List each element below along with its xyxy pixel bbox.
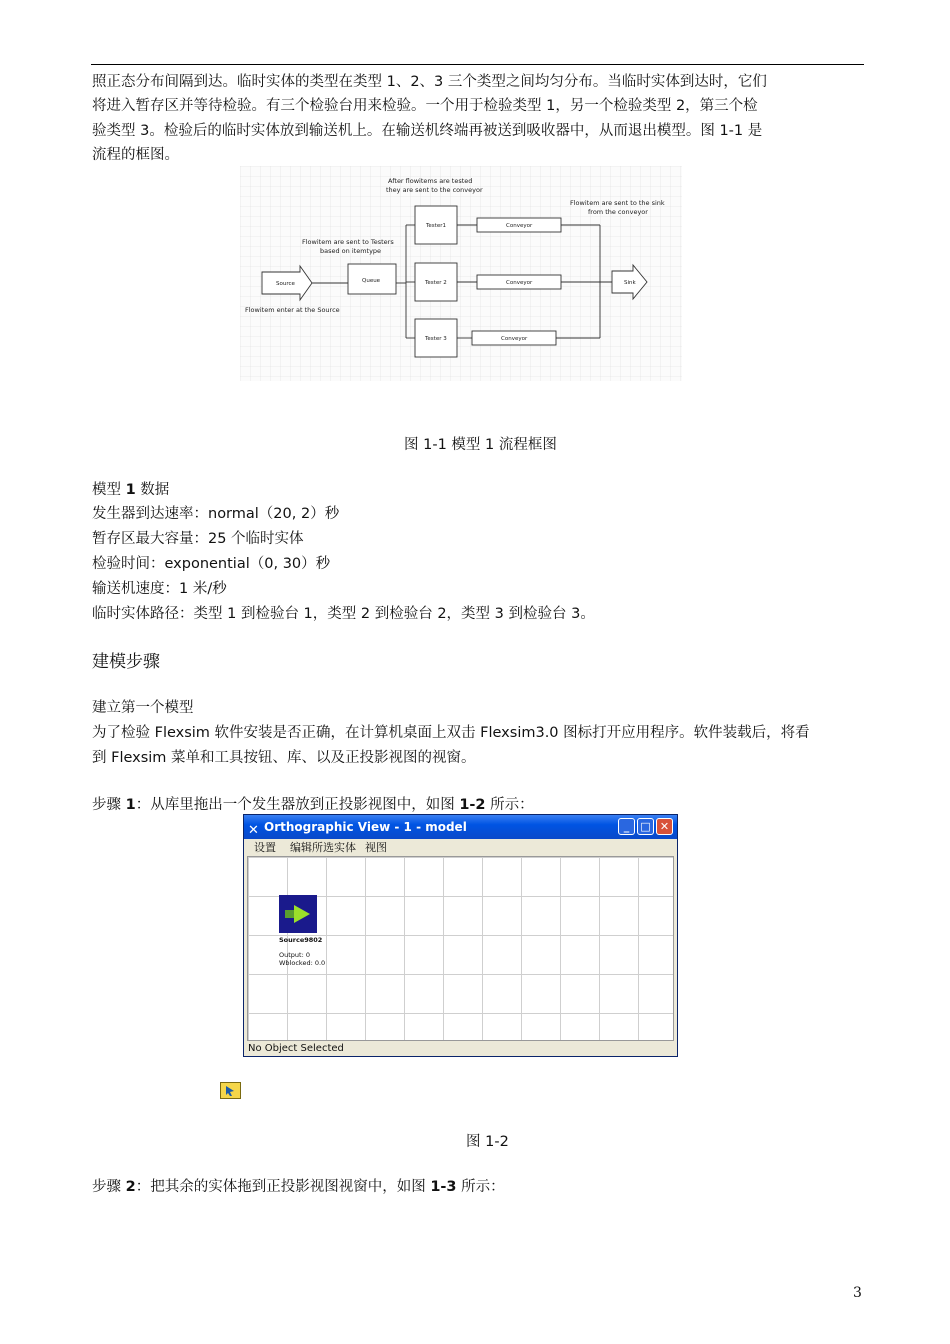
subheading: 建立第一个模型 (92, 700, 194, 716)
data-line-capacity: 暂存区最大容量：25 个临时实体 (92, 531, 304, 547)
source-object-stats (279, 951, 325, 967)
data-heading-num: 1 (125, 482, 136, 498)
window-menubar (244, 839, 677, 856)
menu-settings[interactable]: 设置 (254, 841, 276, 854)
step-2-suffix: 所示： (456, 1179, 505, 1195)
step-1-prefix: 步骤 (92, 797, 126, 813)
menu-edit-selected[interactable]: 编辑所选实体 (290, 841, 356, 854)
note-tested-1: After flowitems are tested (388, 177, 473, 185)
source-object[interactable] (279, 895, 317, 933)
step-2-num: 2 (125, 1179, 136, 1195)
note-source: Flowitem enter at the Source (245, 306, 340, 314)
tool-icon (220, 1082, 241, 1099)
fig2-caption: 图 1-2 (466, 1134, 509, 1150)
sink-label: Sink (624, 280, 636, 286)
step-2 (92, 1176, 505, 1198)
header-rule (91, 64, 864, 65)
step-1 (92, 794, 534, 816)
data-heading (92, 479, 169, 501)
close-button[interactable]: ✕ (656, 818, 673, 835)
source-label: Source (276, 281, 295, 287)
intro-line-3: 验类型 3。检验后的临时实体放到输送机上。在输送机终端再被送到吸收器中，从而退出模型。图 1-1 是 (92, 123, 763, 139)
data-heading-prefix: 模型 (92, 482, 126, 498)
conveyor-2-label: Conveyor (506, 280, 533, 286)
tester-3-label: Tester 3 (425, 336, 447, 342)
body-line-2: 到 Flexsim 菜单和工具按钮、库、以及正投影视图的视窗。 (92, 750, 476, 766)
step-1-text: ：从库里拖出一个发生器放到正投影视图中，如图 (135, 797, 460, 813)
tester-1-label: Tester1 (426, 223, 446, 229)
data-line-test-time: 检验时间：exponential（0, 30）秒 (92, 556, 331, 572)
note-testers-1: Flowitem are sent to Testers (302, 238, 394, 246)
intro-line-2: 将进入暂存区并等待检验。有三个检验台用来检验。一个用于检验类型 1，另一个检验类型 2，第三个检 (92, 98, 758, 114)
data-line-routing: 临时实体路径：类型 1 到检验台 1，类型 2 到检验台 2，类型 3 到检验台 3。 (92, 606, 595, 622)
step-2-text: ：把其余的实体拖到正投影视图视窗中，如图 (135, 1179, 431, 1195)
orthographic-view-window (243, 814, 678, 1057)
page-number: 3 (853, 1285, 862, 1301)
status-text: No Object Selected (248, 1043, 344, 1054)
window-statusbar (244, 1041, 677, 1056)
data-line-arrival: 发生器到达速率：normal（20, 2）秒 (92, 506, 340, 522)
source-output-stat: Output: 0 (279, 951, 310, 959)
note-testers-2: based on itemtype (320, 247, 382, 255)
note-tested-2: they are sent to the conveyor (386, 186, 483, 194)
body-line-1: 为了检验 Flexsim 软件安装是否正确，在计算机桌面上双击 Flexsim3.0 图标打开应用程序。软件装载后，将看 (92, 725, 810, 741)
step-1-ref: 1-2 (459, 797, 486, 813)
source-object-label: Source9802 (279, 936, 323, 944)
note-sink-1: Flowitem are sent to the sink (570, 199, 665, 207)
maximize-button[interactable]: □ (637, 818, 654, 835)
window-title: Orthographic View - 1 - model (264, 820, 467, 834)
queue-label: Queue (362, 278, 381, 284)
step-1-num: 1 (125, 797, 136, 813)
window-titlebar[interactable] (244, 815, 677, 839)
menu-view[interactable]: 视图 (365, 841, 387, 854)
tester-2-label: Tester 2 (425, 280, 447, 286)
data-line-speed: 输送机速度：1 米/秒 (92, 581, 227, 597)
data-heading-suffix: 数据 (135, 482, 170, 498)
source-blocked-stat: Wblocked: 0.0 (279, 959, 326, 967)
pointer-icon (221, 1083, 240, 1098)
minimize-button[interactable]: _ (618, 818, 635, 835)
step-2-prefix: 步骤 (92, 1179, 126, 1195)
step-1-suffix: 所示： (485, 797, 534, 813)
flow-diagram (240, 166, 682, 381)
arrow-right-icon (279, 895, 317, 933)
conveyor-3-label: Conveyor (501, 336, 528, 342)
intro-line-4: 流程的框图。 (92, 147, 179, 163)
note-sink-2: from the conveyor (588, 208, 648, 216)
model-canvas[interactable] (247, 856, 674, 1041)
fig1-caption: 图 1-1 模型 1 流程框图 (404, 437, 557, 453)
flexsim-app-icon: ✕ (248, 823, 259, 838)
step-2-ref: 1-3 (430, 1179, 457, 1195)
intro-line-1: 照正态分布间隔到达。临时实体的类型在类型 1、2、3 三个类型之间均匀分布。当临时实体到达时，它们 (92, 74, 767, 90)
section-heading: 建模步骤 (92, 652, 160, 672)
conveyor-1-label: Conveyor (506, 223, 533, 229)
